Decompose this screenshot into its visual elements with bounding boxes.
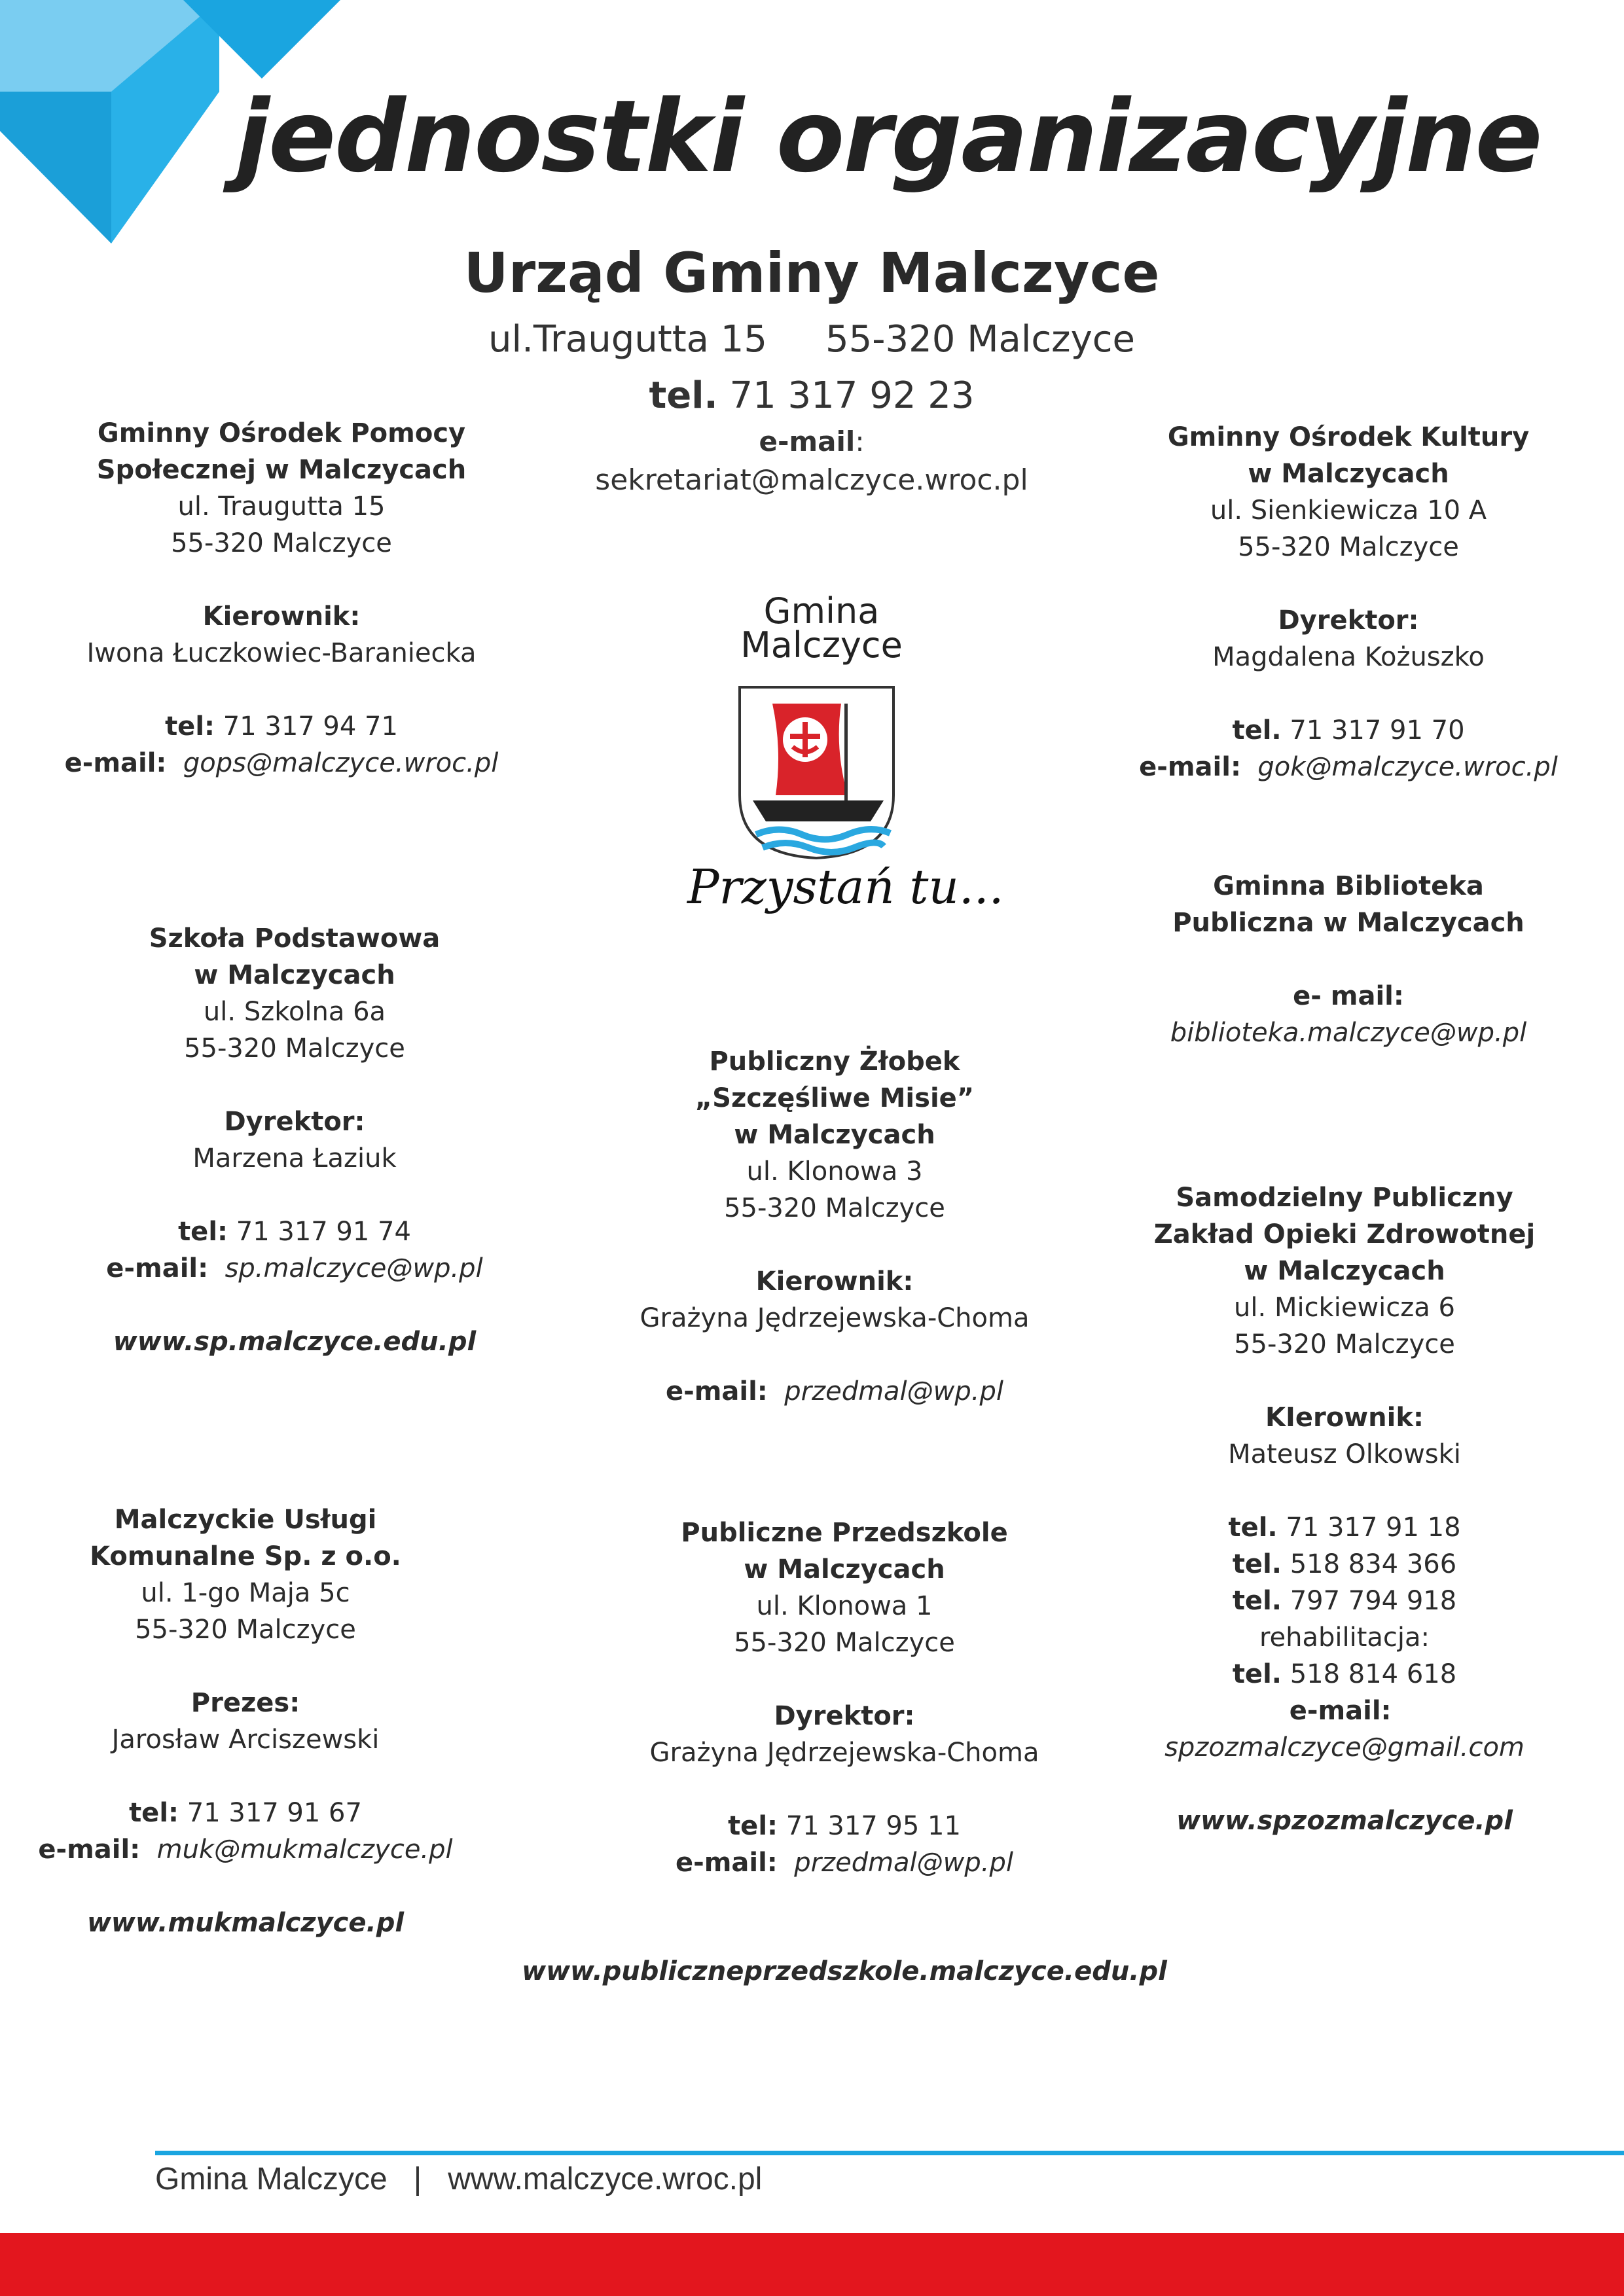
library-name-line2: Publiczna w Malczycach	[1172, 908, 1525, 938]
school-website-link[interactable]: www.sp.malczyce.edu.pl	[113, 1327, 477, 1357]
school-name-line1: Szkoła Podstawowa	[149, 924, 441, 954]
hq-tel-value: 71 317 92 23	[729, 374, 975, 417]
gops-address-street: ul. Traugutta 15	[177, 492, 386, 522]
spzoz-address-city: 55-320 Malczyce	[1234, 1329, 1455, 1359]
coat-of-arms-icon	[736, 684, 897, 861]
gok-block	[1126, 419, 1571, 785]
gok-name-line1: Gminny Ośrodek Kultury	[1167, 422, 1530, 452]
muk-address-city: 55-320 Malczyce	[135, 1615, 356, 1645]
spzoz-phone-4: tel. 518 814 618	[1232, 1659, 1457, 1689]
gops-block	[59, 415, 504, 781]
nursery-name-line1: Publiczny Żłobek	[709, 1047, 960, 1077]
school-block	[72, 920, 517, 1360]
gops-address-city: 55-320 Malczyce	[171, 528, 392, 558]
hq-address: ul.Traugutta 15 55-320 Malczyce	[488, 318, 1135, 361]
school-address-city: 55-320 Malczyce	[184, 1033, 405, 1064]
nursery-name-line2: „Szczęśliwe Misie”	[695, 1083, 975, 1113]
hq-email[interactable]: sekretariat@malczyce.wroc.pl	[595, 463, 1028, 497]
hq-tel-label: tel.	[649, 374, 718, 417]
spzoz-phone-1: tel. 71 317 91 18	[1228, 1513, 1461, 1543]
gok-role: Dyrektor:	[1278, 605, 1419, 636]
preschool-role: Dyrektor:	[774, 1701, 915, 1731]
preschool-phone: tel: 71 317 95 11	[728, 1811, 961, 1841]
preschool-person: Grażyna Jędrzejewska-Choma	[649, 1738, 1039, 1768]
nursery-block	[612, 1043, 1057, 1410]
school-name-line2: w Malczycach	[194, 960, 395, 990]
logo-line1: Gmina	[763, 590, 880, 632]
spzoz-name-line1: Samodzielny Publiczny	[1176, 1183, 1513, 1213]
muk-role: Prezes:	[190, 1688, 300, 1718]
footer-red-bar	[0, 2233, 1624, 2296]
footer-rule	[155, 2151, 1624, 2155]
school-address-street: ul. Szkolna 6a	[203, 997, 386, 1027]
preschool-name-line2: w Malczycach	[744, 1554, 945, 1585]
slogan-signature	[681, 851, 1004, 949]
footer-separator: |	[413, 2162, 422, 2197]
preschool-address-city: 55-320 Malczyce	[734, 1628, 955, 1658]
nursery-role: Kierownik:	[755, 1266, 914, 1297]
preschool-address-street: ul. Klonowa 1	[756, 1591, 933, 1621]
muk-address-street: ul. 1-go Maja 5c	[141, 1578, 350, 1608]
nursery-address-street: ul. Klonowa 3	[746, 1157, 923, 1187]
gops-name-line1: Gminny Ośrodek Pomocy	[97, 418, 466, 448]
svg-text:Przystań tu...: Przystań tu...	[687, 859, 1004, 914]
muk-name-line1: Malczyckie Usługi	[114, 1505, 377, 1535]
spzoz-email[interactable]: e-mail: spzozmalczyce@gmail.com	[1164, 1696, 1525, 1763]
muk-name-line2: Komunalne Sp. z o.o.	[90, 1541, 401, 1571]
muk-person: Jarosław Arciszewski	[111, 1725, 380, 1755]
library-email[interactable]: e- mail: biblioteka.malczyce@wp.pl	[1170, 981, 1527, 1048]
muk-phone: tel: 71 317 91 67	[129, 1798, 362, 1828]
gops-role: Kierownik:	[202, 601, 361, 632]
gmina-logo-text	[655, 590, 988, 666]
school-person: Marzena Łaziuk	[192, 1143, 397, 1174]
footer-org: Gmina Malczyce	[155, 2162, 388, 2197]
spzoz-person: Mateusz Olkowski	[1228, 1439, 1461, 1469]
gops-phone: tel: 71 317 94 71	[165, 711, 398, 742]
footer-text	[155, 2161, 762, 2197]
logo-line2: Malczyce	[740, 624, 903, 666]
gops-name-line2: Społecznej w Malczycach	[96, 455, 467, 485]
spzoz-name-line2: Zakład Opieki Zdrowotnej	[1153, 1219, 1536, 1249]
school-email[interactable]: e-mail: sp.malczyce@wp.pl	[106, 1253, 483, 1283]
gops-email[interactable]: e-mail: gops@malczyce.wroc.pl	[64, 748, 499, 778]
footer-website-link[interactable]: www.malczyce.wroc.pl	[448, 2162, 763, 2197]
school-phone: tel: 71 317 91 74	[178, 1217, 411, 1247]
spzoz-role: KIerownik:	[1265, 1403, 1424, 1433]
muk-email[interactable]: e-mail: muk@mukmalczyce.pl	[38, 1835, 453, 1865]
nursery-person: Grażyna Jędrzejewska-Choma	[640, 1303, 1030, 1333]
spzoz-address-street: ul. Mickiewicza 6	[1234, 1293, 1455, 1323]
nursery-address-city: 55-320 Malczyce	[724, 1193, 945, 1223]
spzoz-block	[1122, 1179, 1567, 1839]
gok-name-line2: w Malczycach	[1248, 459, 1449, 489]
spzoz-phone-2: tel. 518 834 366	[1232, 1549, 1457, 1579]
gops-person: Iwona Łuczkowiec-Baraniecka	[86, 638, 477, 668]
preschool-website-link[interactable]	[419, 1953, 1270, 1990]
hq-phone	[419, 374, 1204, 417]
gok-address-city: 55-320 Malczyce	[1238, 532, 1459, 562]
library-name-line1: Gminna Biblioteka	[1213, 871, 1484, 901]
library-block	[1113, 868, 1584, 1051]
spzoz-rehab-label: rehabilitacja:	[1259, 1623, 1430, 1653]
preschool-website-text[interactable]: www.publiczneprzedszkole.malczyce.edu.pl	[522, 1956, 1167, 1986]
hq-email-label: e-mail:	[759, 425, 865, 457]
preschool-name-line1: Publiczne Przedszkole	[681, 1518, 1008, 1548]
nursery-email[interactable]: e-mail: przedmal@wp.pl	[665, 1376, 1003, 1407]
preschool-block	[622, 1515, 1067, 1881]
muk-block	[23, 1501, 468, 1941]
nursery-name-line3: w Malczycach	[734, 1120, 935, 1150]
muk-website-link[interactable]: www.mukmalczyce.pl	[86, 1908, 405, 1938]
gok-address-street: ul. Sienkiewicza 10 A	[1210, 495, 1487, 526]
spzoz-website-link[interactable]: www.spzozmalczyce.pl	[1176, 1806, 1513, 1836]
gok-email[interactable]: e-mail: gok@malczyce.wroc.pl	[1139, 752, 1558, 782]
page-title: jednostki organizacyjne	[236, 79, 1542, 194]
school-role: Dyrektor:	[224, 1107, 365, 1137]
gok-phone: tel. 71 317 91 70	[1232, 715, 1465, 745]
spzoz-name-line3: w Malczycach	[1244, 1256, 1445, 1286]
preschool-email[interactable]: e-mail: przedmal@wp.pl	[675, 1848, 1013, 1878]
hq-name: Urząd Gminy Malczyce	[463, 241, 1160, 305]
gok-person: Magdalena Kożuszko	[1212, 642, 1485, 672]
spzoz-phone-3: tel. 797 794 918	[1232, 1586, 1457, 1616]
